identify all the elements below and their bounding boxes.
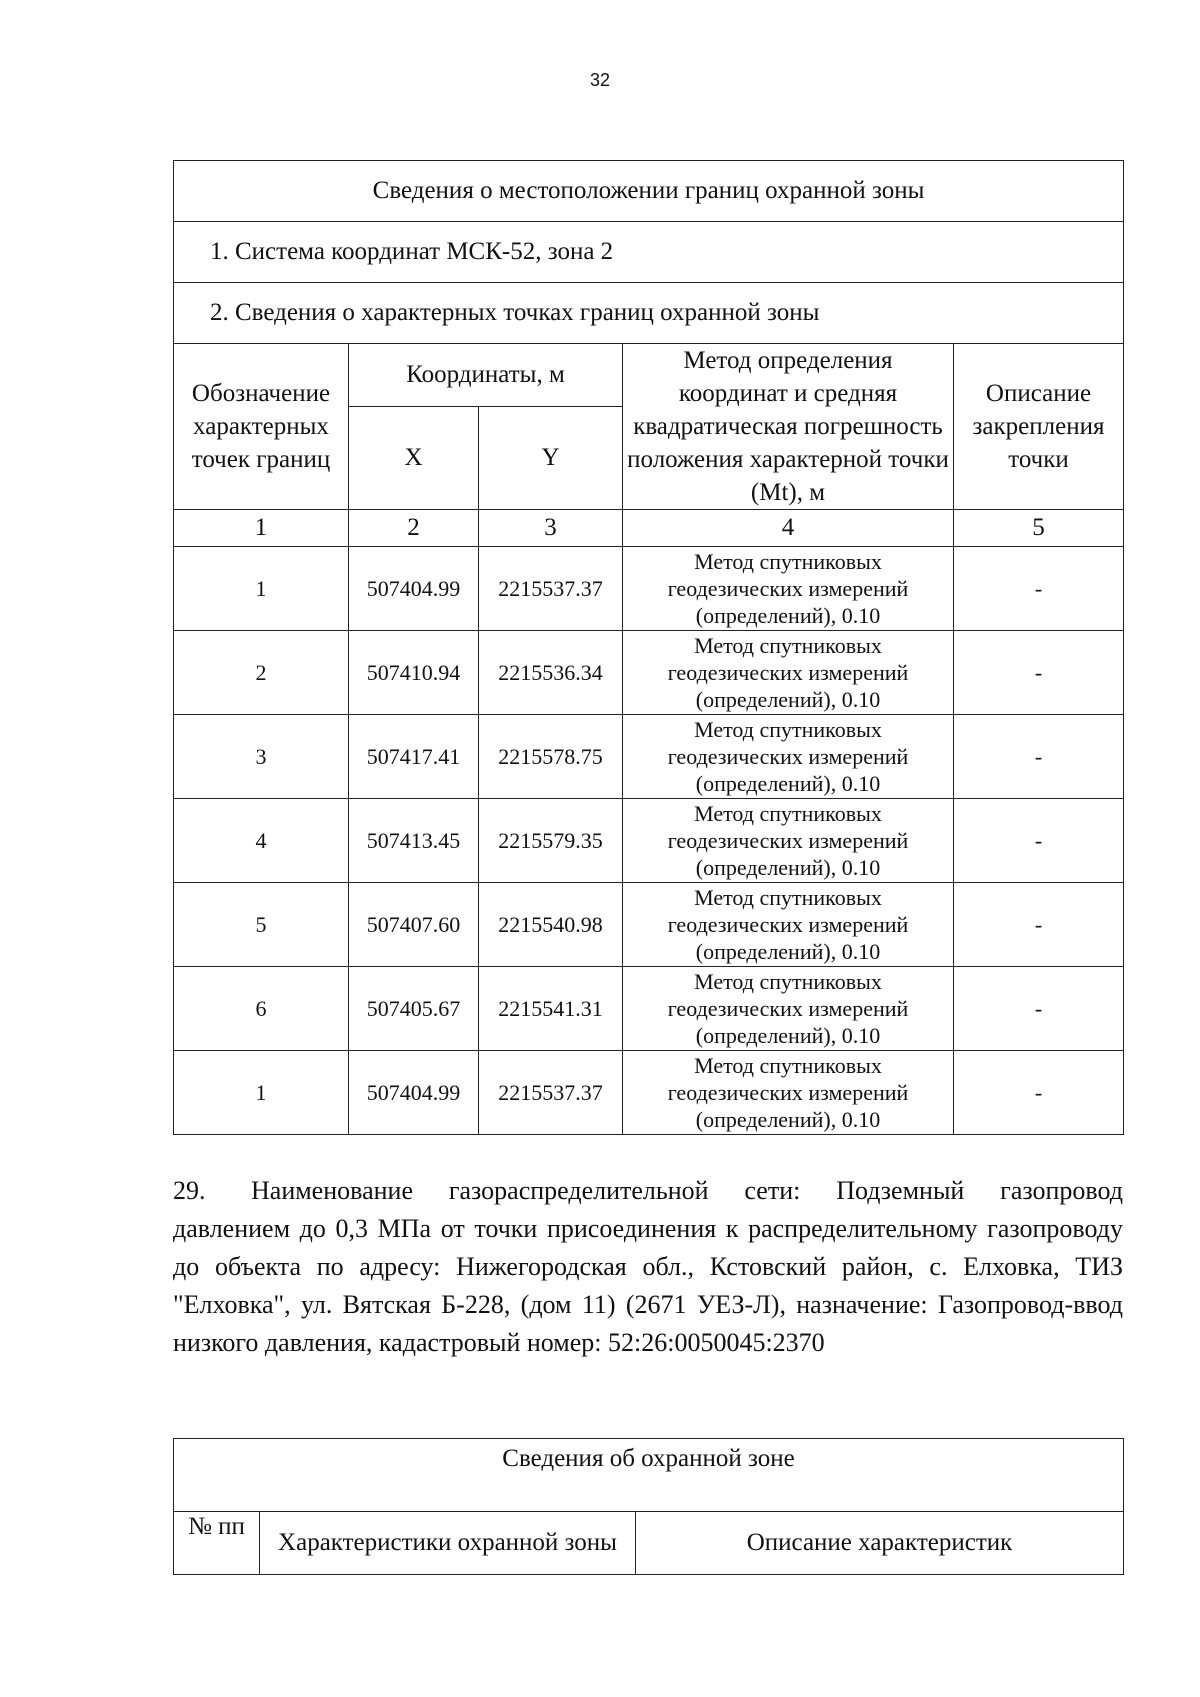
protected-zone-table <box>173 1438 1124 1575</box>
fixing-description: - <box>954 631 1124 715</box>
point-id: 6 <box>174 967 349 1051</box>
coordinate-system: 1. Система координат МСК-52, зона 2 <box>174 222 1124 283</box>
method: Метод спутниковых геодезических измерений (определений), 0.10 <box>623 967 954 1051</box>
point-id: 1 <box>174 547 349 631</box>
column-numbers-row <box>174 510 1124 547</box>
section-text: Наименование газораспределительной сети: Подземный газопровод давлением до 0,3 МПа от точки присоединения к распределительному газопроводу до объекта по адресу: Нижегородская обл., Кстовский район, с. Елховка, ТИЗ "Елховка", ул. Вятская Б-228, (дом 11) (2671 УЕЗ-Л), назначение: Газопровод-ввод низкого давления, кадастровый номер: 52:26:0050045:2370 <box>173 1176 1123 1357</box>
fixing-description: - <box>954 547 1124 631</box>
column-number: 5 <box>954 510 1124 547</box>
fixing-description: - <box>954 1051 1124 1135</box>
point-id: 5 <box>174 883 349 967</box>
header-designation: Обозначение характерных точек границ <box>174 344 349 510</box>
fixing-description: - <box>954 715 1124 799</box>
coord-x: 507413.45 <box>349 799 479 883</box>
coord-x: 507405.67 <box>349 967 479 1051</box>
column-number: 3 <box>479 510 623 547</box>
header-characteristics-description: Описание характеристик <box>636 1512 1124 1575</box>
point-id: 1 <box>174 1051 349 1135</box>
coord-y: 2215579.35 <box>479 799 623 883</box>
coord-x: 507407.60 <box>349 883 479 967</box>
table-row <box>174 1051 1124 1135</box>
section-paragraph <box>173 1172 1123 1362</box>
column-number: 4 <box>623 510 954 547</box>
table-row <box>174 883 1124 967</box>
boundary-coordinates-table <box>173 160 1124 1135</box>
section-number: 29. <box>173 1176 206 1205</box>
fixing-description: - <box>954 967 1124 1051</box>
method: Метод спутниковых геодезических измерений (определений), 0.10 <box>623 631 954 715</box>
coord-y: 2215536.34 <box>479 631 623 715</box>
method: Метод спутниковых геодезических измерений (определений), 0.10 <box>623 799 954 883</box>
coord-x: 507404.99 <box>349 1051 479 1135</box>
table-row <box>174 715 1124 799</box>
table-row <box>174 547 1124 631</box>
header-coordinates: Координаты, м <box>349 344 623 407</box>
method: Метод спутниковых геодезических измерений (определений), 0.10 <box>623 715 954 799</box>
zone-table-title: Сведения об охранной зоне <box>174 1439 1124 1512</box>
method: Метод спутниковых геодезических измерений (определений), 0.10 <box>623 883 954 967</box>
header-x: X <box>349 406 479 509</box>
header-characteristics: Характеристики охранной зоны <box>260 1512 636 1575</box>
column-number: 2 <box>349 510 479 547</box>
method: Метод спутниковых геодезических измерений (определений), 0.10 <box>623 1051 954 1135</box>
table-title: Сведения о местоположении границ охранной зоны <box>174 161 1124 222</box>
header-description: Описание закрепления точки <box>954 344 1124 510</box>
coord-y: 2215537.37 <box>479 1051 623 1135</box>
coord-x: 507404.99 <box>349 547 479 631</box>
header-number: № пп <box>174 1512 260 1575</box>
points-section-title: 2. Сведения о характерных точках границ охранной зоны <box>174 283 1124 344</box>
point-id: 2 <box>174 631 349 715</box>
point-id: 4 <box>174 799 349 883</box>
header-y: Y <box>479 406 623 509</box>
fixing-description: - <box>954 799 1124 883</box>
coord-y: 2215540.98 <box>479 883 623 967</box>
table-row <box>174 631 1124 715</box>
method: Метод спутниковых геодезических измерений (определений), 0.10 <box>623 547 954 631</box>
column-number: 1 <box>174 510 349 547</box>
coord-y: 2215537.37 <box>479 547 623 631</box>
point-id: 3 <box>174 715 349 799</box>
table-row <box>174 799 1124 883</box>
table-row <box>174 967 1124 1051</box>
coord-x: 507417.41 <box>349 715 479 799</box>
coord-y: 2215541.31 <box>479 967 623 1051</box>
coord-y: 2215578.75 <box>479 715 623 799</box>
coord-x: 507410.94 <box>349 631 479 715</box>
page-number: 32 <box>589 70 611 90</box>
fixing-description: - <box>954 883 1124 967</box>
header-method: Метод определения координат и средняя квадратическая погрешность положения характерной точки (Mt), м <box>623 344 954 510</box>
